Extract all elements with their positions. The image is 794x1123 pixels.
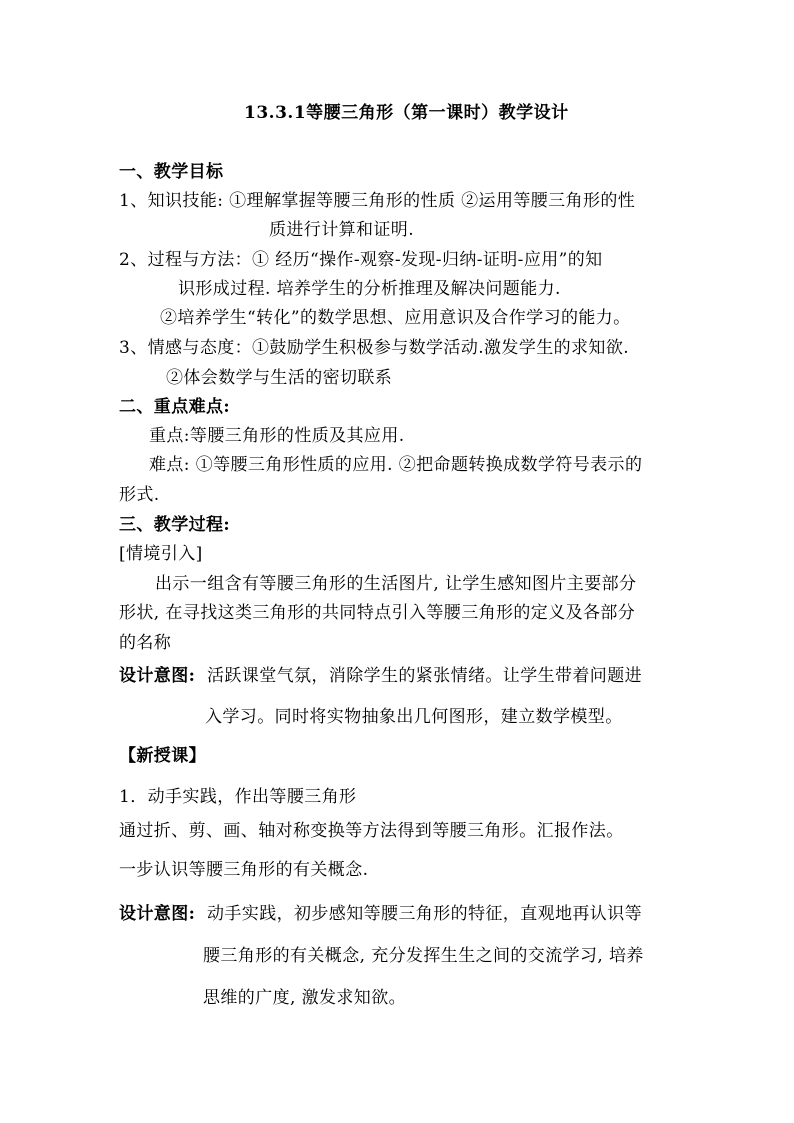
intro-line-3: 的名称 <box>119 633 172 653</box>
goal-process-line-2: 识形成过程. 培养学生的分析推理及解决问题能力. <box>178 279 561 299</box>
new-lesson-heading: 【新授课】 <box>119 746 206 766</box>
design-intent-label-1: 设计意图: <box>119 666 196 686</box>
design-intent-1-line-1: 活跃课堂气氛，消除学生的紧张情绪。让学生带着问题进 <box>207 666 642 686</box>
section-heading-process: 三、教学过程: <box>119 515 231 535</box>
goal-process-line-3: ②培养学生“转化”的数学思想、应用意识及合作学习的能力。 <box>160 308 631 328</box>
document-title: 13.3.1等腰三角形（第一课时）教学设计 <box>244 103 569 123</box>
section-heading-key-points: 二、重点难点: <box>119 397 231 417</box>
intro-line-1: 出示一组含有等腰三角形的生活图片, 让学生感知图片主要部分 <box>155 574 637 594</box>
design-intent-2-line-1: 动手实践，初步感知等腰三角形的特征，直观地再认识等 <box>207 904 642 924</box>
difficulty-line-2: 形式. <box>119 485 160 505</box>
goal-knowledge-line-2: 质进行计算和证明. <box>269 220 415 240</box>
design-intent-label-2: 设计意图: <box>119 904 196 924</box>
step-1-concept: 一步认识等腰三角形的有关概念. <box>119 860 369 880</box>
intro-line-2: 形状, 在寻找这类三角形的共同特点引入等腰三角形的定义及各部分 <box>119 603 636 623</box>
design-intent-2-line-2: 腰三角形的有关概念, 充分发挥生生之间的交流学习, 培养 <box>203 946 644 966</box>
key-point-text: 重点:等腰三角形的性质及其应用. <box>149 426 405 446</box>
design-intent-2-line-3: 思维的广度, 激发求知欲。 <box>203 988 407 1008</box>
difficulty-line-1: 难点: ①等腰三角形性质的应用. ②把命题转换成数学符号表示的 <box>149 455 643 475</box>
goal-emotion-line-2: ②体会数学与生活的密切联系 <box>166 368 393 388</box>
step-1-title: 1．动手实践，作出等腰三角形 <box>119 787 357 807</box>
goal-process-line-1: 2、过程与方法：① 经历“操作-观察-发现-归纳-证明-应用”的知 <box>119 250 603 270</box>
section-heading-goals: 一、教学目标 <box>119 162 224 182</box>
goal-knowledge-line-1: 1、知识技能: ①理解掌握等腰三角形的性质 ②运用等腰三角形的性 <box>119 191 636 211</box>
step-1-detail: 通过折、剪、画、轴对称变换等方法得到等腰三角形。汇报作法。 <box>119 821 624 841</box>
design-intent-1-line-2: 入学习。同时将实物抽象出几何图形，建立数学模型。 <box>205 707 623 727</box>
intro-heading: [情境引入] <box>119 544 203 564</box>
goal-emotion-line-1: 3、情感与态度：①鼓励学生积极参与数学活动.激发学生的求知欲. <box>119 338 630 358</box>
